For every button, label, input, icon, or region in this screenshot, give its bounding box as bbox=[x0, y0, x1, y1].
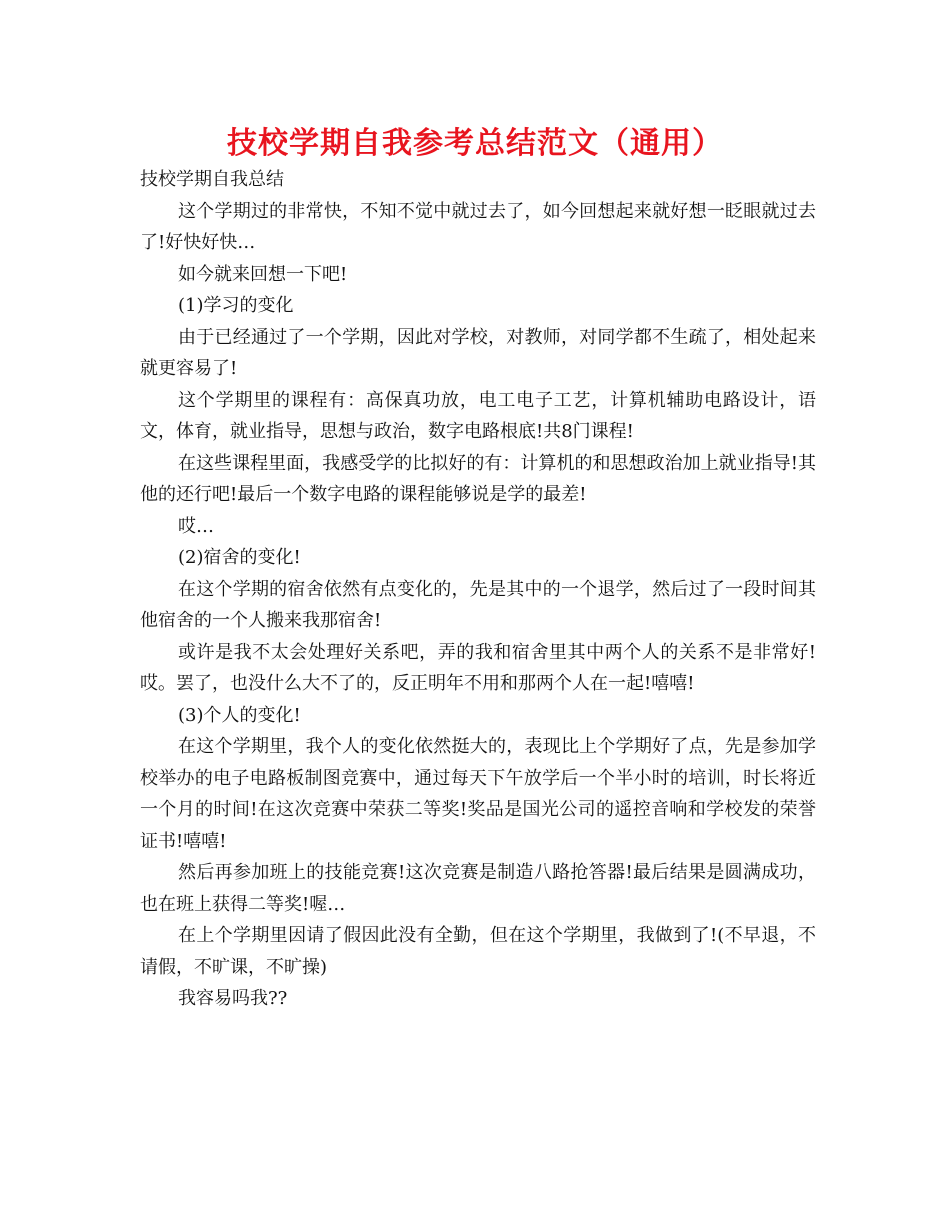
body-paragraph: 这个学期里的课程有：高保真功放，电工电子工艺，计算机辅助电路设计，语文，体育，就业指导，思想与政治，数字电路根底!共8门课程! bbox=[140, 389, 816, 442]
document-body bbox=[140, 164, 816, 1015]
body-paragraph: 哎… bbox=[178, 515, 214, 537]
body-paragraph: 由于已经通过了一个学期，因此对学校，对教师，对同学都不生疏了，相处起来就更容易了! bbox=[140, 326, 816, 379]
document-title: 技校学期自我参考总结范文（通用） bbox=[227, 126, 723, 161]
body-paragraph: 在这些课程里面，我感受学的比拟好的有：计算机的和思想政治加上就业指导!其他的还行吧!最后一个数字电路的课程能够说是学的最差! bbox=[140, 452, 816, 505]
body-paragraph: 然后再参加班上的技能竞赛!这次竞赛是制造八路抢答器!最后结果是圆满成功，也在班上获得二等奖!喔… bbox=[140, 862, 816, 915]
body-paragraph: 我容易吗我?? bbox=[178, 988, 288, 1009]
body-paragraph: (2)宿舍的变化! bbox=[178, 547, 301, 568]
body-paragraph: 如今就来回想一下吧! bbox=[178, 263, 348, 285]
body-paragraph: (3)个人的变化! bbox=[178, 704, 301, 726]
body-paragraph: (1)学习的变化 bbox=[178, 295, 294, 316]
body-paragraph: 这个学期过的非常快，不知不觉中就过去了，如今回想起来就好想一眨眼就过去了!好快好快… bbox=[140, 200, 816, 253]
document-subtitle: 技校学期自我总结 bbox=[140, 169, 284, 190]
body-paragraph: 在上个学期里因请了假因此没有全勤，但在这个学期里，我做到了!(不早退，不请假，不旷课，不旷操) bbox=[140, 925, 816, 978]
body-paragraph: 在这个学期里，我个人的变化依然挺大的，表现比上个学期好了点，先是参加学校举办的电子电路板制图竞赛中，通过每天下午放学后一个半小时的培训，时长将近一个月的时间!在这次竞赛中荣获二等奖!奖品是国光公司的遥控音响和学校发的荣誉证书!嘻嘻! bbox=[140, 736, 816, 852]
body-paragraph: 或许是我不太会处理好关系吧，弄的我和宿舍里其中两个人的关系不是非常好!哎。罢了，也没什么大不了的，反正明年不用和那两个人在一起!嘻嘻! bbox=[140, 641, 816, 694]
body-paragraph: 在这个学期的宿舍依然有点变化的，先是其中的一个退学，然后过了一段时间其他宿舍的一个人搬来我那宿舍! bbox=[140, 578, 816, 631]
